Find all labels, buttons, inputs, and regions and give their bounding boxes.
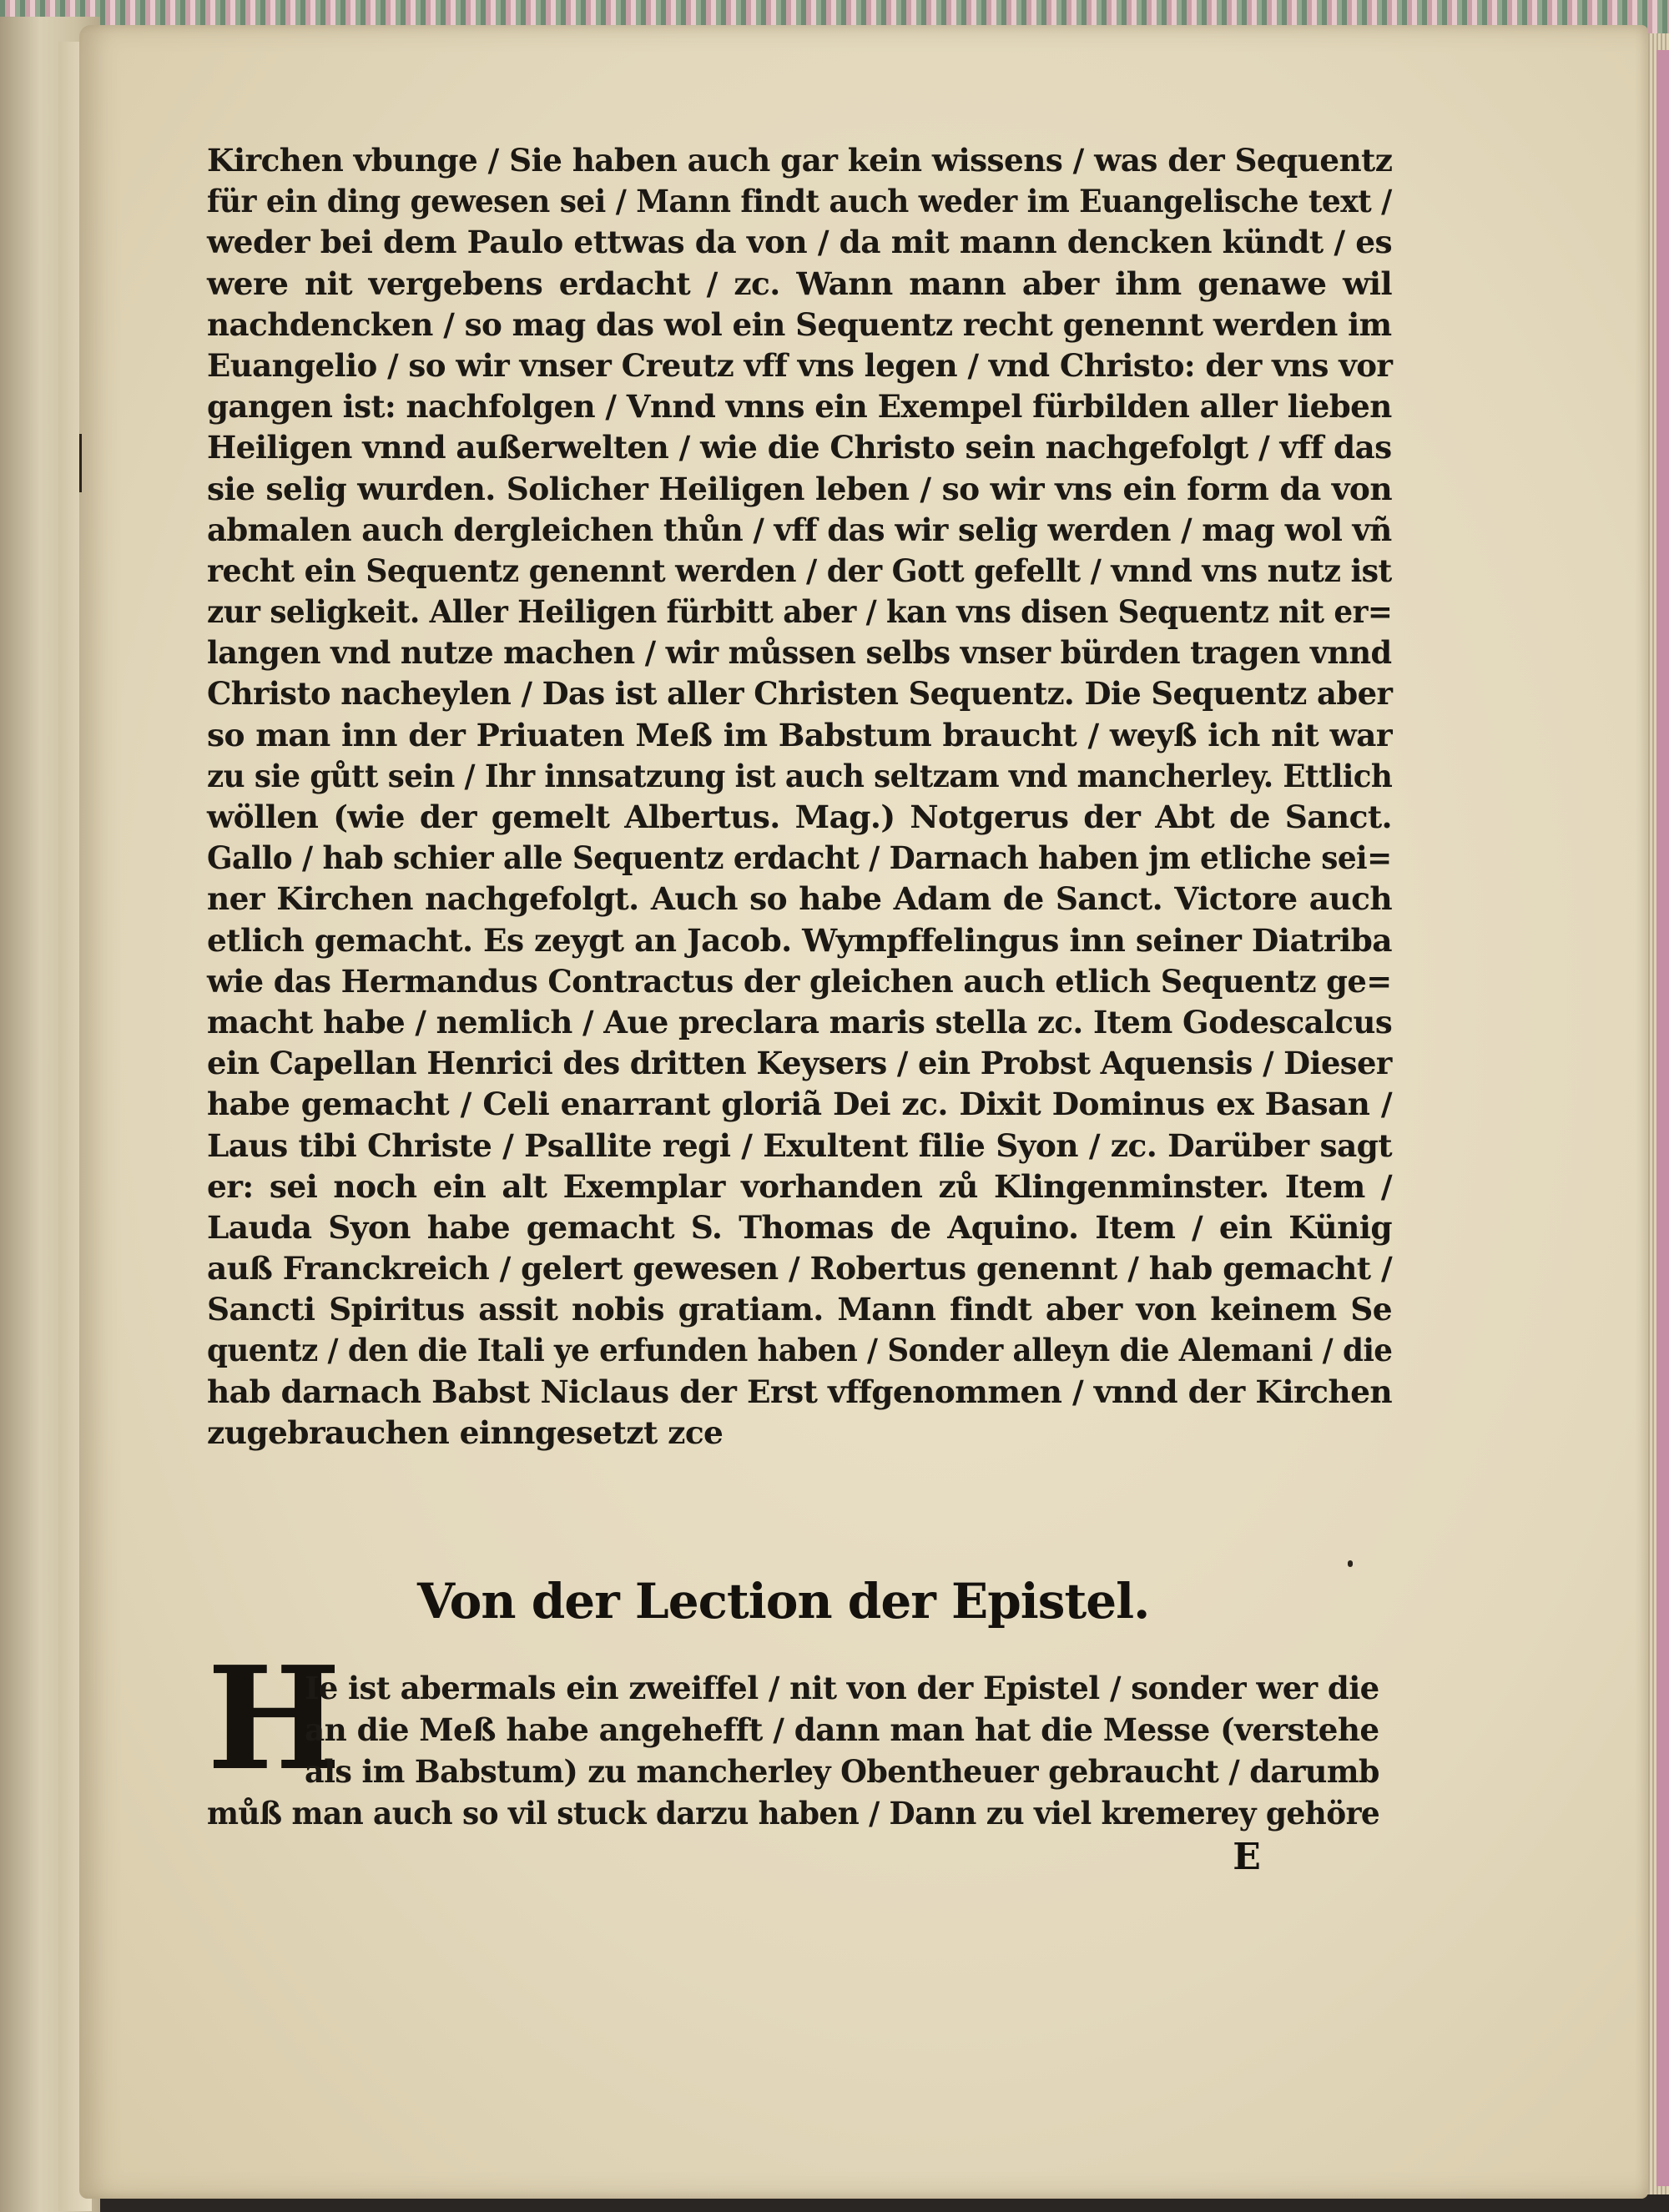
text-line: were nit vergebens erdacht / zc. Wann mann aber ihm genawe wil — [207, 265, 1392, 302]
text-line: zugebrauchen einngesetzt zce — [207, 1413, 724, 1451]
text-line: Euangelio / so wir vnser Creutz vff vns legen / vnd Christo: der vns vor — [207, 346, 1393, 384]
text-line: můß man auch so vil stuck darzu haben / Dann zu viel kremerey gehöre — [207, 1795, 1380, 1832]
text-line: langen vnd nutze machen / wir můssen selbs vnser bürden tragen vnnd — [207, 634, 1392, 672]
text-line: als im Babstum) zu mancherley Obentheuer gebraucht / darumb — [305, 1753, 1379, 1790]
text-line: zu sie gůtt sein / Ihr innsatzung ist auch seltzam vnd mancherley. Ettlich — [207, 757, 1393, 794]
section-heading: Von der Lection der Epistel. — [417, 1573, 1150, 1630]
section-paragraph — [207, 1667, 1380, 1834]
text-line: etlich gemacht. Es zeygt an Jacob. Wympffelingus inn seiner Diatriba — [207, 921, 1392, 959]
text-line: quentz / den die Itali ye erfunden haben / Sonder alleyn die Alemani / die — [207, 1332, 1393, 1369]
text-line: Sancti Spiritus assit nobis gratiam. Mann findt aber von keinem Se — [207, 1291, 1392, 1328]
text-line: für ein ding gewesen sei / Mann findt auch weder im Euangelische text / — [207, 183, 1392, 220]
text-line: abmalen auch dergleichen thůn / vff das wir selig werden / mag wol vñ — [207, 511, 1392, 548]
text-line: Lauda Syon habe gemacht S. Thomas de Aquino. Item / ein Künig — [207, 1208, 1392, 1246]
drop-cap-initial: H — [207, 1635, 341, 1802]
body-text — [207, 140, 1392, 1454]
text-line: ein Capellan Henrici des dritten Keysers / ein Probst Aquensis / Dieser — [207, 1045, 1392, 1082]
text-line: Kirchen vbunge / Sie haben auch gar kein wissens / was der Sequentz — [207, 142, 1393, 179]
text-line: habe gemacht / Celi enarrant gloriã Dei zc. Dixit Dominus ex Basan / — [207, 1086, 1392, 1123]
text-line: nachdencken / so mag das wol ein Sequentz recht genennt werden im — [207, 305, 1392, 343]
text-line: macht habe / nemlich / Aue preclara maris stella zc. Item Godescalcus — [207, 1003, 1393, 1040]
text-line: an die Meß habe angehefft / dann man hat die Messe (verstehe — [305, 1711, 1379, 1748]
text-line: sie selig wurden. Solicher Heiligen leben / so wir vns ein form da von — [207, 470, 1392, 507]
text-line: Laus tibi Christe / Psallite regi / Exultent filie Syon / zc. Darüber sagt — [207, 1126, 1392, 1164]
text-line: wöllen (wie der gemelt Albertus. Mag.) Notgerus der Abt de Sanct. — [207, 799, 1392, 835]
text-line: ner Kirchen nachgefolgt. Auch so habe Adam de Sanct. Victore auch — [207, 880, 1392, 918]
text-line: Gallo / hab schier alle Sequentz erdacht / Darnach haben jm etliche sei= — [207, 839, 1392, 877]
text-line: wie das Hermandus Contractus der gleichen auch etlich Sequentz ge= — [207, 962, 1392, 1000]
text-line: so man inn der Priuaten Meß im Babstum braucht / weyß ich nit war — [207, 716, 1392, 753]
text-line: Ie ist abermals ein zweiffel / nit von der Epistel / sonder wer die — [305, 1670, 1379, 1706]
text-line: recht ein Sequentz genennt werden / der Gott gefellt / vnnd vns nutz ist — [207, 552, 1392, 589]
text-line: er: sei noch ein alt Exemplar vorhanden zů Klingenminster. Item / — [207, 1167, 1392, 1205]
text-line: Heiligen vnnd außerwelten / wie die Christo sein nachgefolgt / vff das — [207, 429, 1392, 466]
text-line: zur seligkeit. Aller Heiligen fürbitt aber / kan vns disen Sequentz nit er= — [207, 593, 1393, 631]
text-line: gangen ist: nachfolgen / Vnnd vnns ein Exempel fürbilden aller lieben — [207, 388, 1392, 426]
cover-edge — [1656, 50, 1669, 2186]
catchword: E — [1233, 1836, 1261, 1878]
margin-mark — [1348, 1560, 1353, 1567]
text-line: weder bei dem Paulo ettwas da von / da mit mann dencken kündt / es — [207, 224, 1392, 261]
margin-mark — [79, 434, 82, 492]
text-line: hab darnach Babst Niclaus der Erst vffgenommen / vnnd der Kirchen — [207, 1373, 1392, 1410]
text-line: Christo nacheylen / Das ist aller Christen Sequentz. Die Sequentz aber — [207, 675, 1393, 713]
text-line: auß Franckreich / gelert gewesen / Robertus genennt / hab gemacht / — [207, 1250, 1393, 1287]
